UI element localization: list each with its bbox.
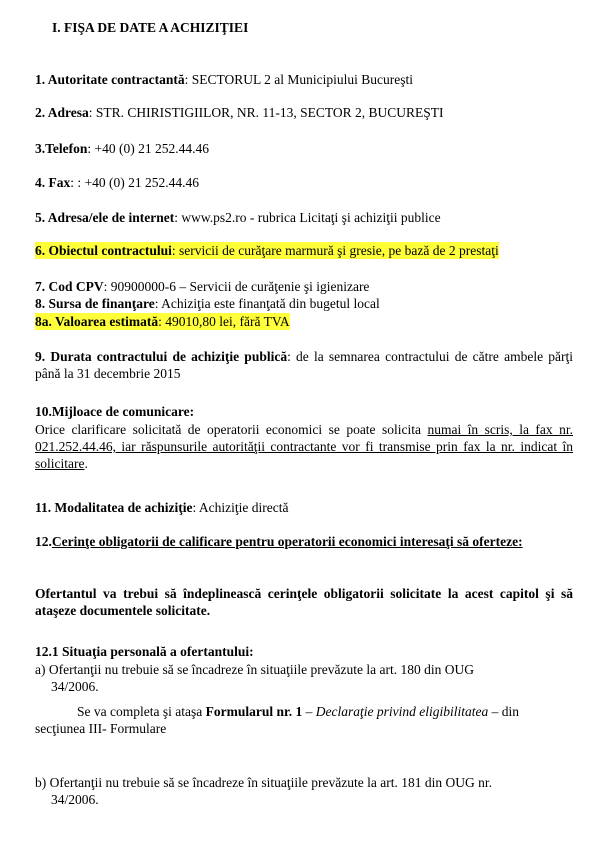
item-contract-object <box>35 242 499 259</box>
condition-b-line1: b) Ofertanţii nu trebuie să se încadreze în situaţiile prevăzute la art. 181 din OUG nr. <box>35 775 492 790</box>
item-condition-b <box>35 774 573 808</box>
form-pre: Se va completa şi ataşa <box>77 704 206 719</box>
item-label: 4. Fax <box>35 175 71 190</box>
form-title: Declaraţie privind eligibilitatea <box>315 704 489 719</box>
item-cpv-code <box>35 278 369 295</box>
item-estimated-value <box>35 313 290 330</box>
item-address <box>35 104 444 121</box>
item-qualification-note: Ofertantul va trebui să îndeplinească cerinţele obligatorii solicitate la acest capitol şi să ataşeze documentele solicitate. <box>35 586 573 618</box>
qualification-prefix: 12. <box>35 534 52 549</box>
item-value: : servicii de curăţare marmură şi gresie, pe bază de 2 prestaţi <box>171 243 499 258</box>
item-personal-situation-label: 12.1 Situaţia personală a ofertantului: <box>35 644 254 659</box>
item-value: : Achiziţie directă <box>192 500 289 515</box>
item-communication-text <box>35 421 573 472</box>
item-phone <box>35 140 209 157</box>
item-label: 9. Durata contractului de achiziţie publică <box>35 349 288 364</box>
item-funding-source <box>35 295 380 312</box>
item-value: : STR. CHIRISTIGIILOR, NR. 11-13, SECTOR 2, BUCUREŞTI <box>88 105 444 120</box>
item-value: : 49010,80 lei, fără TVA <box>158 314 290 329</box>
qualification-label: Cerinţe obligatorii de calificare pentru operatorii economici interesaţi să oferteze: <box>51 534 523 549</box>
item-label: 5. Adresa/ele de internet <box>35 210 175 225</box>
item-condition-a <box>35 661 573 695</box>
condition-b-line2: 34/2006. <box>51 792 99 807</box>
item-contract-duration <box>35 348 573 382</box>
communication-text-underlined: numai în scris, la fax nr. 021.252.44.46, iar răspunsurile autorităţii contractante vor fi transmise prin fax la nr. indicat în solicitare <box>35 422 573 471</box>
form-post: – din <box>488 704 519 719</box>
item-value: : SECTORUL 2 al Municipiului Bucureşti <box>184 72 413 87</box>
item-value: : Achiziţia este finanţată din bugetul local <box>154 296 380 311</box>
item-label: 7. Cod CPV <box>35 279 104 294</box>
form-dash: – <box>302 704 316 719</box>
form-instruction <box>77 703 573 720</box>
item-value: : : +40 (0) 21 252.44.46 <box>70 175 199 190</box>
item-value: : de la semnarea contractului de către ambele părţi până la 31 decembrie 2015 <box>35 349 573 381</box>
item-label: 11. Modalitatea de achiziţie <box>35 500 193 515</box>
item-internet-address <box>35 209 441 226</box>
item-qualification-requirements <box>35 533 573 550</box>
condition-a-line1: a) Ofertanţii nu trebuie să se încadreze în situaţiile prevăzute la art. 180 din OUG <box>35 662 474 677</box>
communication-text-plain: Orice clarificare solicitată de operatorii economici se poate solicita <box>35 422 428 437</box>
form-name: Formularul nr. 1 <box>205 704 303 719</box>
communication-text-end: . <box>84 456 88 471</box>
section-heading: I. FIŞA DE DATE A ACHIZIŢIEI <box>52 20 249 35</box>
item-label: 1. Autoritate contractantă <box>35 72 185 87</box>
item-contracting-authority <box>35 71 413 88</box>
condition-a-line2: 34/2006. <box>51 679 99 694</box>
item-label: 8. Sursa de finanţare <box>35 296 155 311</box>
item-label: 3.Telefon <box>35 141 88 156</box>
form-section-ref: secţiunea III- Formulare <box>35 721 167 736</box>
item-value: : www.ps2.ro - rubrica Licitaţi şi achiziţii publice <box>174 210 441 225</box>
item-label: 6. Obiectul contractului <box>35 243 172 258</box>
item-procurement-method <box>35 499 288 516</box>
item-fax <box>35 174 199 191</box>
item-label: 2. Adresa <box>35 105 89 120</box>
item-label: 8a. Valoarea estimată <box>35 314 159 329</box>
item-communication-label: 10.Mijloace de comunicare: <box>35 404 195 419</box>
item-value: : +40 (0) 21 252.44.46 <box>87 141 209 156</box>
item-value: : 90900000-6 – Servicii de curăţenie şi igienizare <box>103 279 370 294</box>
